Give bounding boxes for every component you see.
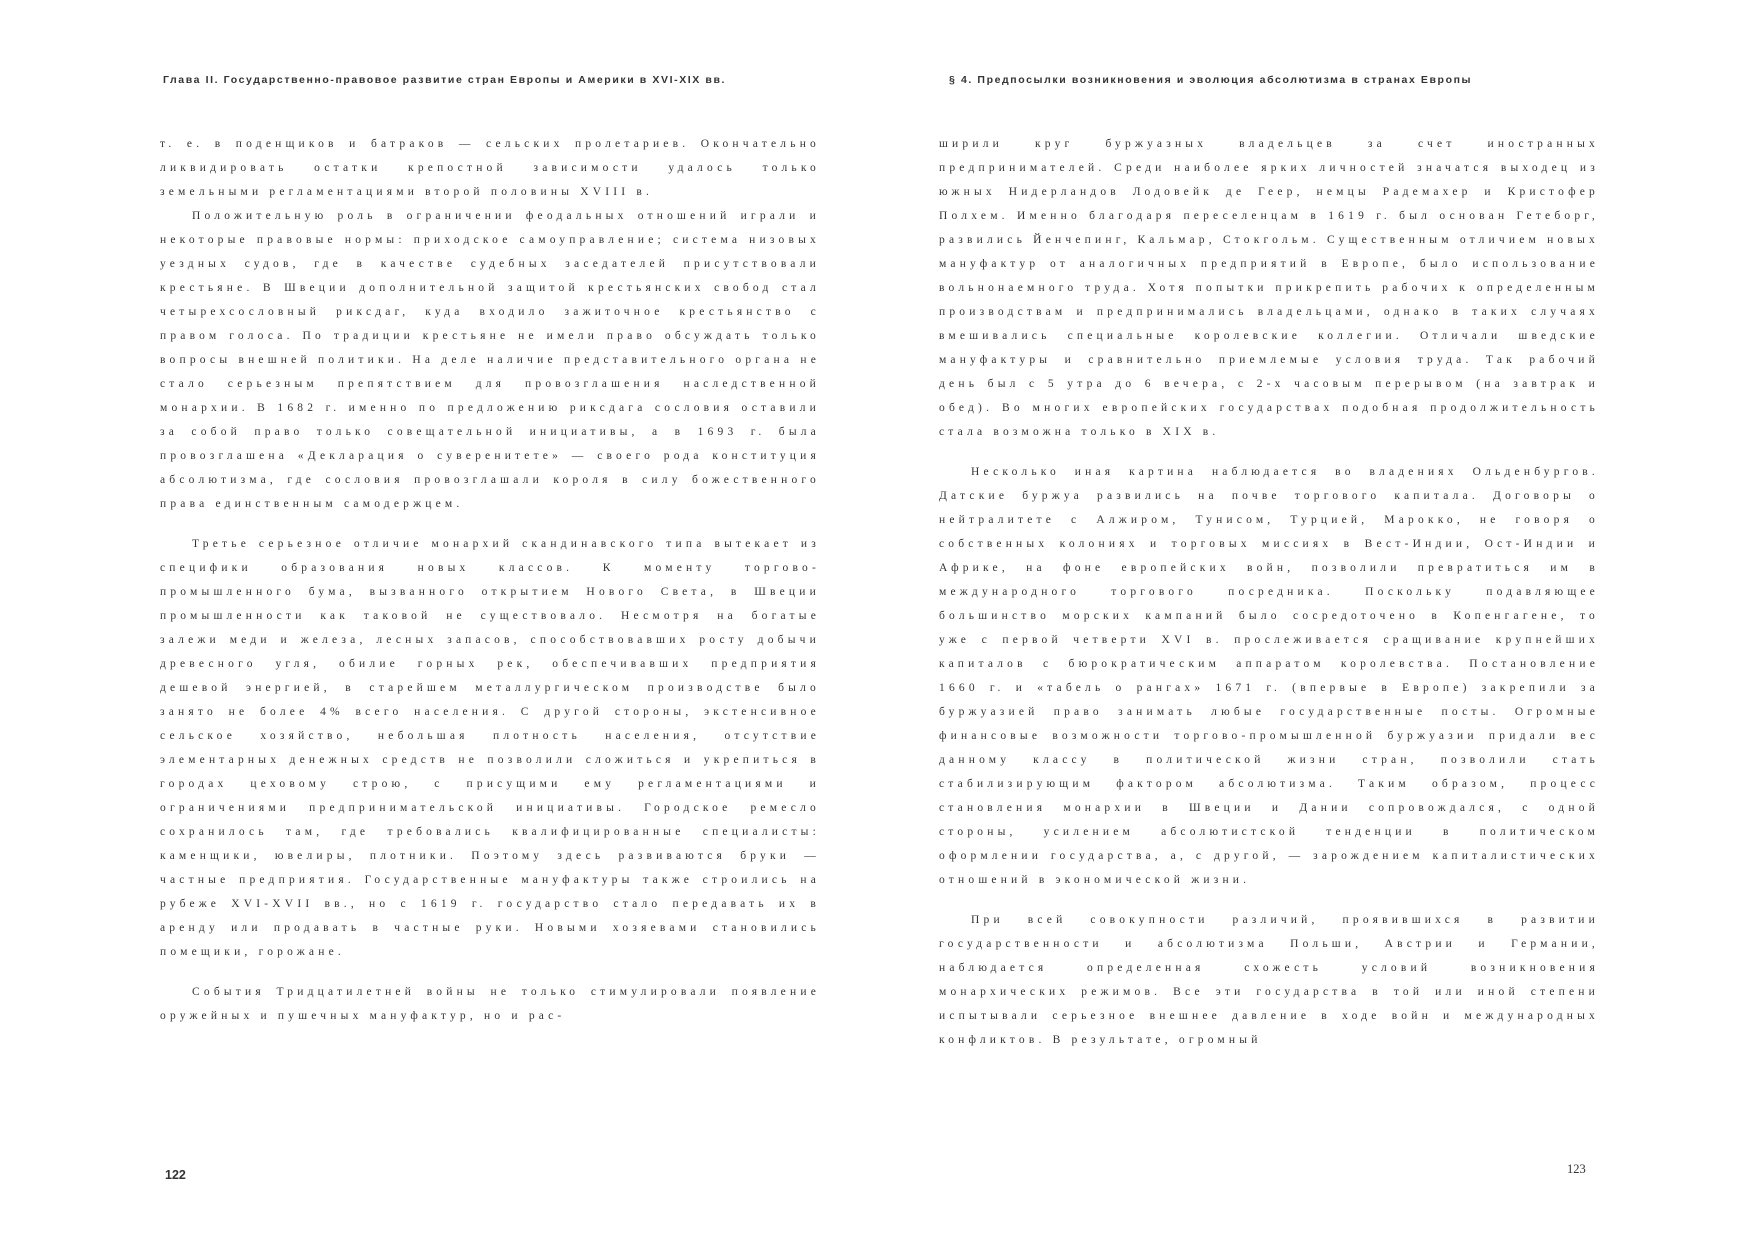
right-paragraph-2: Несколько иная картина наблюдается во владениях Ольденбургов. Датские буржуа развились на почве торгового капитала. Договоры о нейтралитете с Алжиром, Тунисом, Турцией, Марокко, не говоря о собственных колониях и торговых миссиях в Вест-Индии, Ост-Индии и Африке, на фоне европейских войн, позволили превратиться им в международного торгового посредника. Поскольку подавляющее большинство морских кампаний было сосредоточено в Копенгагене, то уже с первой четверти XVI в. прослеживается сращивание крупнейших капиталов с бюрократическим аппаратом королевства. Постановление 1660 г. и «табель о рангах» 1671 г. (впервые в Европе) закрепили за буржуазией право занимать любые государственные посты. Огромные финансовые возможности торгово-промышленной буржуазии придали вес данному классу в политической жизни стран, позволили стать стабилизирующим фактором абсолютизма. Таким образом, процесс становления монархии в Швеции и Дании сопровождался, с одной стороны, усилением абсолютистской тенденции в политическом оформлении государства, а, с другой, — зарождением капиталистических отношений в экономической жизни. (939, 466, 1599, 886)
right-page-number: 123 (1567, 1162, 1586, 1176)
left-running-head: Глава II. Государственно-правовое развитие стран Европы и Америки в XVI-XIX вв. (163, 74, 727, 86)
right-page (877, 0, 1754, 1239)
right-body-text (939, 132, 1599, 1052)
left-paragraph-4: События Тридцатилетней войны не только стимулировали появление оружейных и пушечных мануфактур, но и рас- (160, 986, 820, 1022)
left-body-text (160, 132, 820, 1028)
right-paragraph-1: ширили круг буржуазных владельцев за счет иностранных предпринимателей. Среди наиболее ярких личностей значатся выходец из южных Нидерландов Лодовейк де Геер, немцы Радемахер и Кристофер Полхем. Именно благодаря переселенцам в 1619 г. был основан Гетеборг, развились Йенчепинг, Кальмар, Стокгольм. Существенным отличием новых мануфактур от аналогичных предприятий в Европе, было использование вольнонаемного труда. Хотя попытки прикрепить рабочих к определенным производствам и предпринимались владельцами, однако в таких случаях вмешивались специальные королевские коллегии. Отличали шведские мануфактуры и сравнительно приемлемые условия труда. Так рабочий день был с 5 утра до 6 вечера, с 2-х часовым перерывом (на завтрак и обед). Во многих европейских государствах подобная продолжительность стала возможна только в XIX в. (939, 138, 1599, 438)
left-page-number: 122 (165, 1168, 186, 1182)
left-paragraph-1: т. е. в поденщиков и батраков — сельских пролетариев. Окончательно ликвидировать остатки крепостной зависимости удалось только земельными регламентациями второй половины XVIII в. (160, 138, 820, 198)
right-running-head: § 4. Предпосылки возникновения и эволюция абсолютизма в странах Европы (949, 74, 1473, 86)
left-paragraph-3: Третье серьезное отличие монархий скандинавского типа вытекает из специфики образования новых классов. К моменту торгово-промышленного бума, вызванного открытием Нового Света, в Швеции промышленности как таковой не существовало. Несмотря на богатые залежи меди и железа, лесных запасов, способствовавших росту добычи древесного угля, обилие горных рек, обеспечивавших предприятия дешевой энергией, в старейшем металлургическом производстве было занято не более 4% всего населения. С другой стороны, экстенсивное сельское хозяйство, небольшая плотность населения, отсутствие элементарных денежных средств не позволили сложиться и укрепиться в городах цеховому строю, с присущими ему регламентациями и ограничениями предпринимательской инициативы. Городское ремесло сохранилось там, где требовались квалифицированные специалисты: каменщики, ювелиры, плотники. Поэтому здесь развиваются бруки — частные предприятия. Государственные мануфактуры также строились на рубеже XVI-XVII вв., но с 1619 г. государство стало передавать их в аренду или продавать в частные руки. Новыми хозяевами становились помещики, горожане. (160, 538, 820, 958)
right-paragraph-3: При всей совокупности различий, проявившихся в развитии государственности и абсолютизма Польши, Австрии и Германии, наблюдается определенная схожесть условий возникновения монархических режимов. Все эти государства в той или иной степени испытывали серьезное внешнее давление в ходе войн и международных конфликтов. В результате, огромный (939, 914, 1599, 1046)
left-paragraph-2: Положительную роль в ограничении феодальных отношений играли и некоторые правовые нормы: приходское самоуправление; система низовых уездных судов, где в качестве судебных заседателей присутствовали крестьяне. В Швеции дополнительной защитой крестьянских свобод стал четырехсословный риксдаг, куда входило зажиточное крестьянство с правом голоса. По традиции крестьяне не имели право обсуждать только вопросы внешней политики. На деле наличие представительного органа не стало серьезным препятствием для провозглашения наследственной монархии. В 1682 г. именно по предложению риксдага сословия оставили за собой право только совещательной инициативы, а в 1693 г. была провозглашена «Декларация о суверенитете» — своего рода конституция абсолютизма, где сословия провозглашали короля в силу божественного права единственным самодержцем. (160, 210, 820, 510)
